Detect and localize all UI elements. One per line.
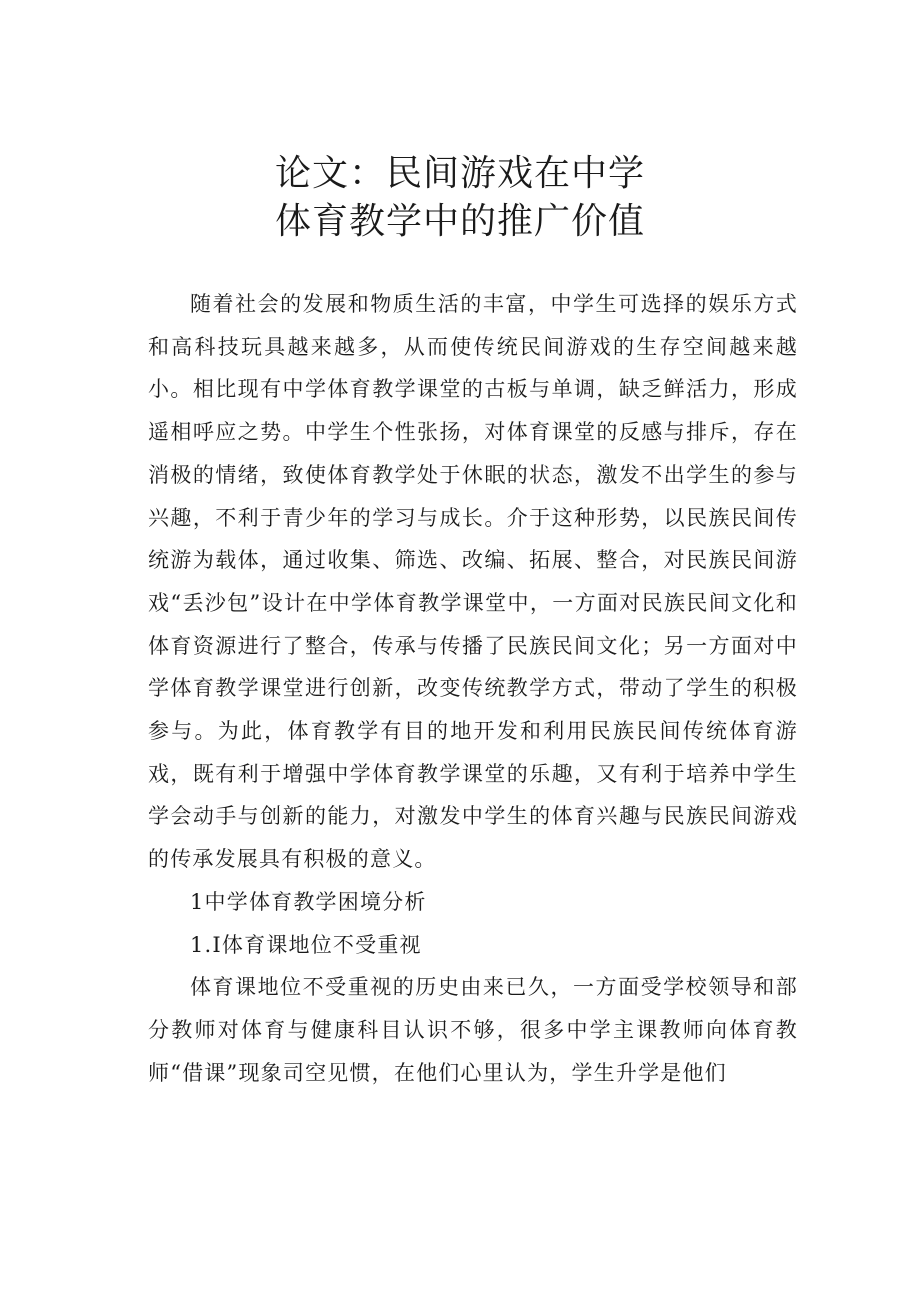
intro-paragraph: 随着社会的发展和物质生活的丰富，中学生可选择的娱乐方式和高科技玩具越来越多，从而使传统民间游戏的生存空间越来越小。相比现有中学体育教学课堂的古板与单调，缺乏鲜活力，形成遥相呼应之势。中学生个性张扬，对体育课堂的反感与排斥，存在消极的情绪，致使体育教学处于休眠的状态，激发不出学生的参与兴趣，不利于青少年的学习与成长。介于这种形势，以民族民间传统游为载体，通过收集、筛选、改编、拓展、整合，对民族民间游戏“丢沙包”设计在中学体育教学课堂中，一方面对民族民间文化和体育资源进行了整合，传承与传播了民族民间文化；另一方面对中学体育教学课堂进行创新，改变传统教学方式，带动了学生的积极参与。为此，体育教学有目的地开发和利用民族民间传统体育游戏，既有利于增强中学体育教学课堂的乐趣，又有利于培养中学生学会动手与创新的能力，对激发中学生的体育兴趣与民族民间游戏的传承发展具有积极的意义。	[148, 292, 798, 872]
document-title	[0, 150, 920, 246]
title-line-1: 论文：民间游戏在中学	[274, 153, 645, 194]
title-line-2: 体育教学中的推广价值	[274, 201, 645, 242]
section-paragraph: 体育课地位不受重视的历史由来已久，一方面受学校领导和部分教师对体育与健康科目认识不够，很多中学主课教师向体育教师“借课”现象司空见惯，在他们心里认为，学生升学是他们	[148, 975, 798, 1085]
subsection-heading: 1.I体育课地位不受重视	[190, 932, 422, 957]
section-heading: 1中学体育教学困境分析	[190, 889, 427, 914]
document-body	[148, 283, 798, 1094]
